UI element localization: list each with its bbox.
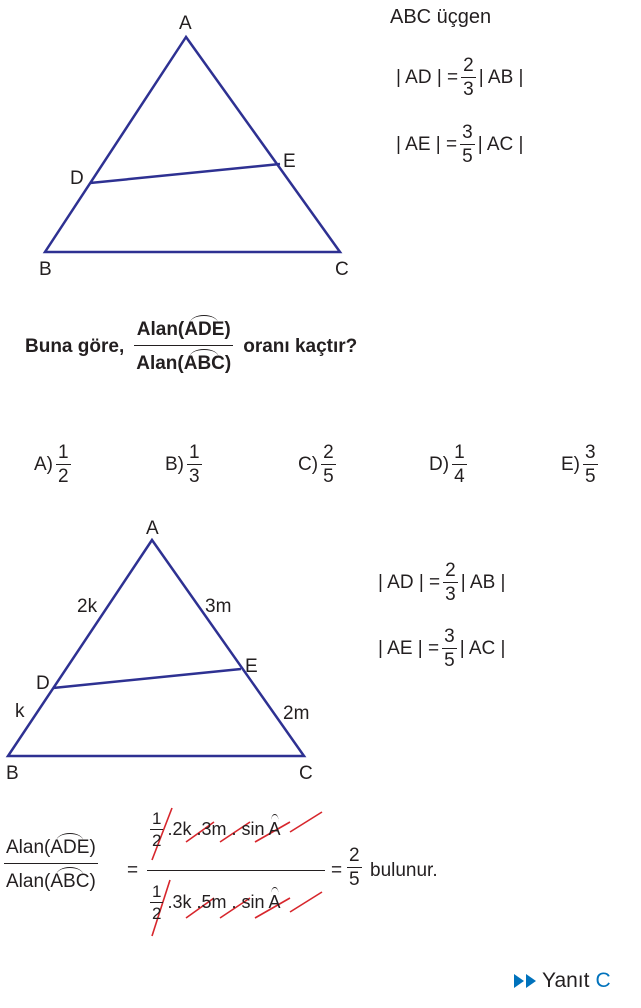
result-num: 2	[349, 845, 360, 866]
given-ad-right: | AB |	[478, 66, 524, 88]
option-b-fraction: $\frac{1}{3}$	[189, 442, 200, 487]
given-ad	[396, 56, 523, 99]
option-c-fraction: $\frac{2}{5}$	[323, 442, 334, 487]
equals-2: =	[331, 860, 343, 881]
solution-triangle-abc	[8, 540, 304, 756]
top-expression	[150, 810, 281, 849]
given-title: ABC üçgen	[390, 6, 492, 28]
option-a-label: A)	[34, 453, 53, 475]
option-a[interactable]	[34, 443, 71, 486]
given-ad-den: 3	[463, 79, 474, 100]
answer-arrow-icon	[514, 974, 536, 988]
solution-ratio	[4, 838, 98, 891]
option-a-fraction: $\frac{1}{2}$	[58, 442, 69, 487]
bottom-expression	[150, 883, 281, 922]
prompt-den-hat: ABC	[183, 353, 225, 374]
given-ae-fraction	[460, 123, 475, 166]
solution-given-ae	[378, 627, 505, 670]
label-a: A	[179, 13, 192, 34]
option-d-fraction: $\frac{1}{4}$	[454, 442, 465, 487]
top-rest: .2k .3m . sin	[167, 819, 265, 839]
option-e-fraction: $\frac{3}{5}$	[585, 442, 596, 487]
given-ad-num: 2	[463, 55, 474, 76]
top-angle: A	[268, 819, 281, 839]
bottom-half: $\frac{1}{2}$	[152, 882, 162, 923]
given-ad-fraction	[461, 56, 476, 99]
top-half: $\frac{1}{2}$	[152, 809, 162, 850]
solution-label-c: C	[299, 763, 313, 784]
given-ae	[396, 123, 523, 166]
option-c[interactable]	[298, 443, 336, 486]
prompt-ratio	[134, 320, 233, 373]
solution-given-ad-left: | AD | =	[378, 571, 441, 593]
prompt-before: Buna göre,	[25, 335, 125, 357]
bottom-angle: A	[268, 892, 281, 912]
label-d: D	[70, 168, 84, 189]
option-c-label: C)	[298, 453, 319, 475]
side-label-db: k	[15, 701, 25, 722]
option-d[interactable]	[429, 443, 467, 486]
bottom-rest: .3k .5m . sin	[167, 892, 265, 912]
solution-given-ae-fraction: $\frac{3}{5}$	[444, 626, 455, 671]
solution-label-d: D	[36, 673, 50, 694]
solution-ratio-den: Alan(ABC)	[6, 871, 96, 892]
solution-given-ad-fraction: $\frac{2}{3}$	[445, 560, 456, 605]
side-label-ae: 3m	[205, 596, 232, 617]
triangle-abc	[45, 37, 340, 252]
equals-1: =	[127, 860, 139, 881]
option-d-label: D)	[429, 453, 450, 475]
prompt-after: oranı kaçtır?	[243, 335, 358, 357]
option-b[interactable]	[165, 443, 202, 486]
option-e-label: E)	[561, 453, 580, 475]
result-den: 5	[349, 869, 360, 890]
solution-given-ad	[378, 561, 505, 604]
given-ae-left: | AE | =	[396, 133, 458, 155]
solution-segment-de	[53, 669, 241, 688]
prompt-num-hat: ADE	[184, 319, 225, 340]
answer-value: C	[595, 969, 611, 992]
option-e[interactable]	[561, 443, 598, 486]
label-b: B	[39, 259, 52, 280]
question-prompt	[25, 320, 357, 373]
side-label-ad: 2k	[77, 596, 98, 617]
solution-given-ae-left: | AE | =	[378, 637, 440, 659]
segment-de	[90, 164, 280, 183]
solution-den-hat: ABC	[50, 871, 90, 892]
prompt-ratio-den: Alan(ABC)	[136, 353, 232, 374]
given-ae-num: 3	[462, 122, 473, 143]
prompt-ratio-num: Alan(ADE)	[134, 320, 233, 346]
result-fraction	[347, 846, 362, 889]
given-ae-right: | AC |	[477, 133, 524, 155]
solution-num-hat: ADE	[50, 837, 90, 858]
label-e: E	[283, 151, 296, 172]
given-ae-den: 5	[462, 146, 473, 167]
solution-ratio-num: Alan(ADE)	[4, 838, 98, 864]
solution-label-e: E	[245, 656, 258, 677]
solution-given-ae-right: | AC |	[459, 637, 506, 659]
answer-label: Yanıt	[542, 969, 590, 992]
solution-label-b: B	[6, 763, 19, 784]
option-b-label: B)	[165, 453, 184, 475]
label-c: C	[335, 259, 349, 280]
side-label-ec: 2m	[283, 703, 310, 724]
solution-label-a: A	[146, 518, 159, 539]
answer-line	[514, 969, 611, 993]
big-fraction-bar	[147, 870, 325, 871]
solution-given-ad-right: | AB |	[460, 571, 506, 593]
result-word: bulunur.	[370, 860, 438, 881]
given-ad-left: | AD | =	[396, 66, 459, 88]
